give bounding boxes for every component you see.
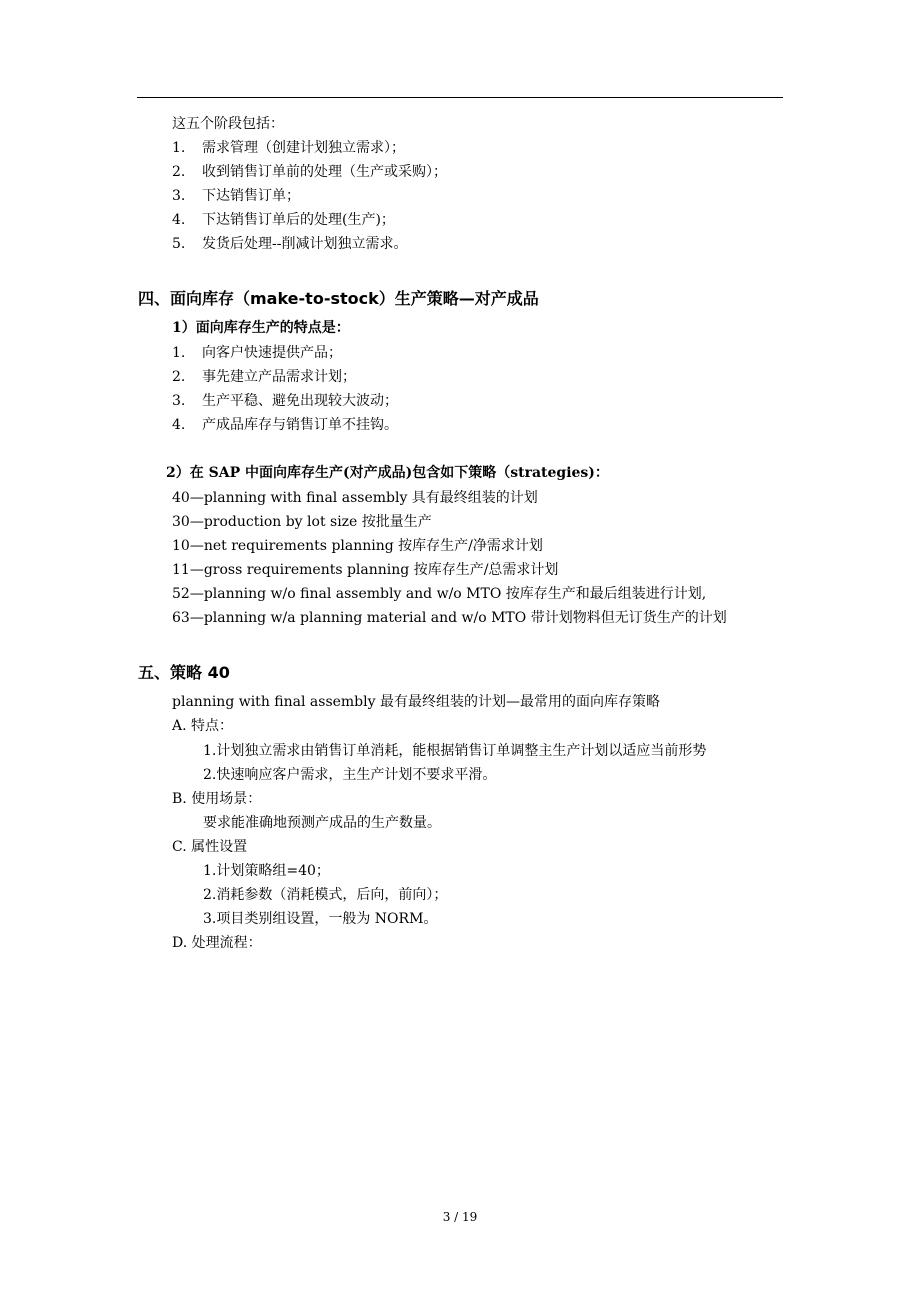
- section5-b-item: 要求能准确地预测产成品的生产数量。: [203, 815, 441, 831]
- section4-heading: 四、面向库存（make-to-stock）生产策略—对产成品: [138, 289, 539, 308]
- section5-c-item: 1.计划策略组=40；: [203, 863, 330, 879]
- feature-item: 3. 生产平稳、避免出现较大波动；: [172, 393, 398, 409]
- section5-d-label: D. 处理流程：: [172, 935, 262, 951]
- stage-item: 5. 发货后处理--削减计划独立需求。: [172, 236, 408, 252]
- stages-intro: 这五个阶段包括：: [172, 116, 284, 132]
- stage-item: 4. 下达销售订单后的处理(生产)；: [172, 212, 395, 228]
- strategy-item: 40—planning with final assembly 具有最终组装的计划: [172, 490, 538, 506]
- strategy-item: 11—gross requirements planning 按库存生产/总需求计划: [172, 562, 559, 578]
- strategy-item: 63—planning w/a planning material and w/o MTO 带计划物料但无订货生产的计划: [172, 610, 727, 626]
- section5-heading: 五、策略 40: [138, 663, 230, 682]
- stage-item: 3. 下达销售订单；: [172, 188, 300, 204]
- section5-a-item: 2.快速响应客户需求，主生产计划不要求平滑。: [203, 767, 497, 783]
- page-number: 3 / 19: [442, 1210, 478, 1224]
- section5-c-item: 3.项目类别组设置，一般为 NORM。: [203, 911, 438, 927]
- section5-desc: planning with final assembly 最有最终组装的计划—最常用的面向库存策略: [172, 694, 660, 710]
- stage-item: 2. 收到销售订单前的处理（生产或采购）；: [172, 164, 447, 180]
- strategy-item: 30—production by lot size 按批量生产: [172, 514, 432, 530]
- stage-item: 1. 需求管理（创建计划独立需求）；: [172, 140, 405, 156]
- strategy-item: 10—net requirements planning 按库存生产/净需求计划: [172, 538, 543, 554]
- section4-sub1: 1）面向库存生产的特点是：: [172, 320, 350, 336]
- section5-a-label: A. 特点：: [172, 718, 234, 734]
- section5-c-item: 2.消耗参数（消耗模式，后向，前向）；: [203, 887, 448, 903]
- feature-item: 4. 产成品库存与销售订单不挂钩。: [172, 417, 398, 433]
- section5-b-label: B. 使用场景：: [172, 791, 262, 807]
- section4-sub2: 2）在 SAP 中面向库存生产(对产成品)包含如下策略（strategies)：: [166, 465, 609, 481]
- header-rule: [137, 97, 783, 98]
- feature-item: 2. 事先建立产品需求计划；: [172, 369, 356, 385]
- strategy-item: 52—planning w/o final assembly and w/o MTO 按库存生产和最后组装进行计划,: [172, 586, 707, 602]
- section5-a-item: 1.计划独立需求由销售订单消耗，能根据销售订单调整主生产计划以适应当前形势: [203, 743, 707, 759]
- feature-item: 1. 向客户快速提供产品；: [172, 345, 342, 361]
- section5-c-label: C. 属性设置: [172, 839, 248, 855]
